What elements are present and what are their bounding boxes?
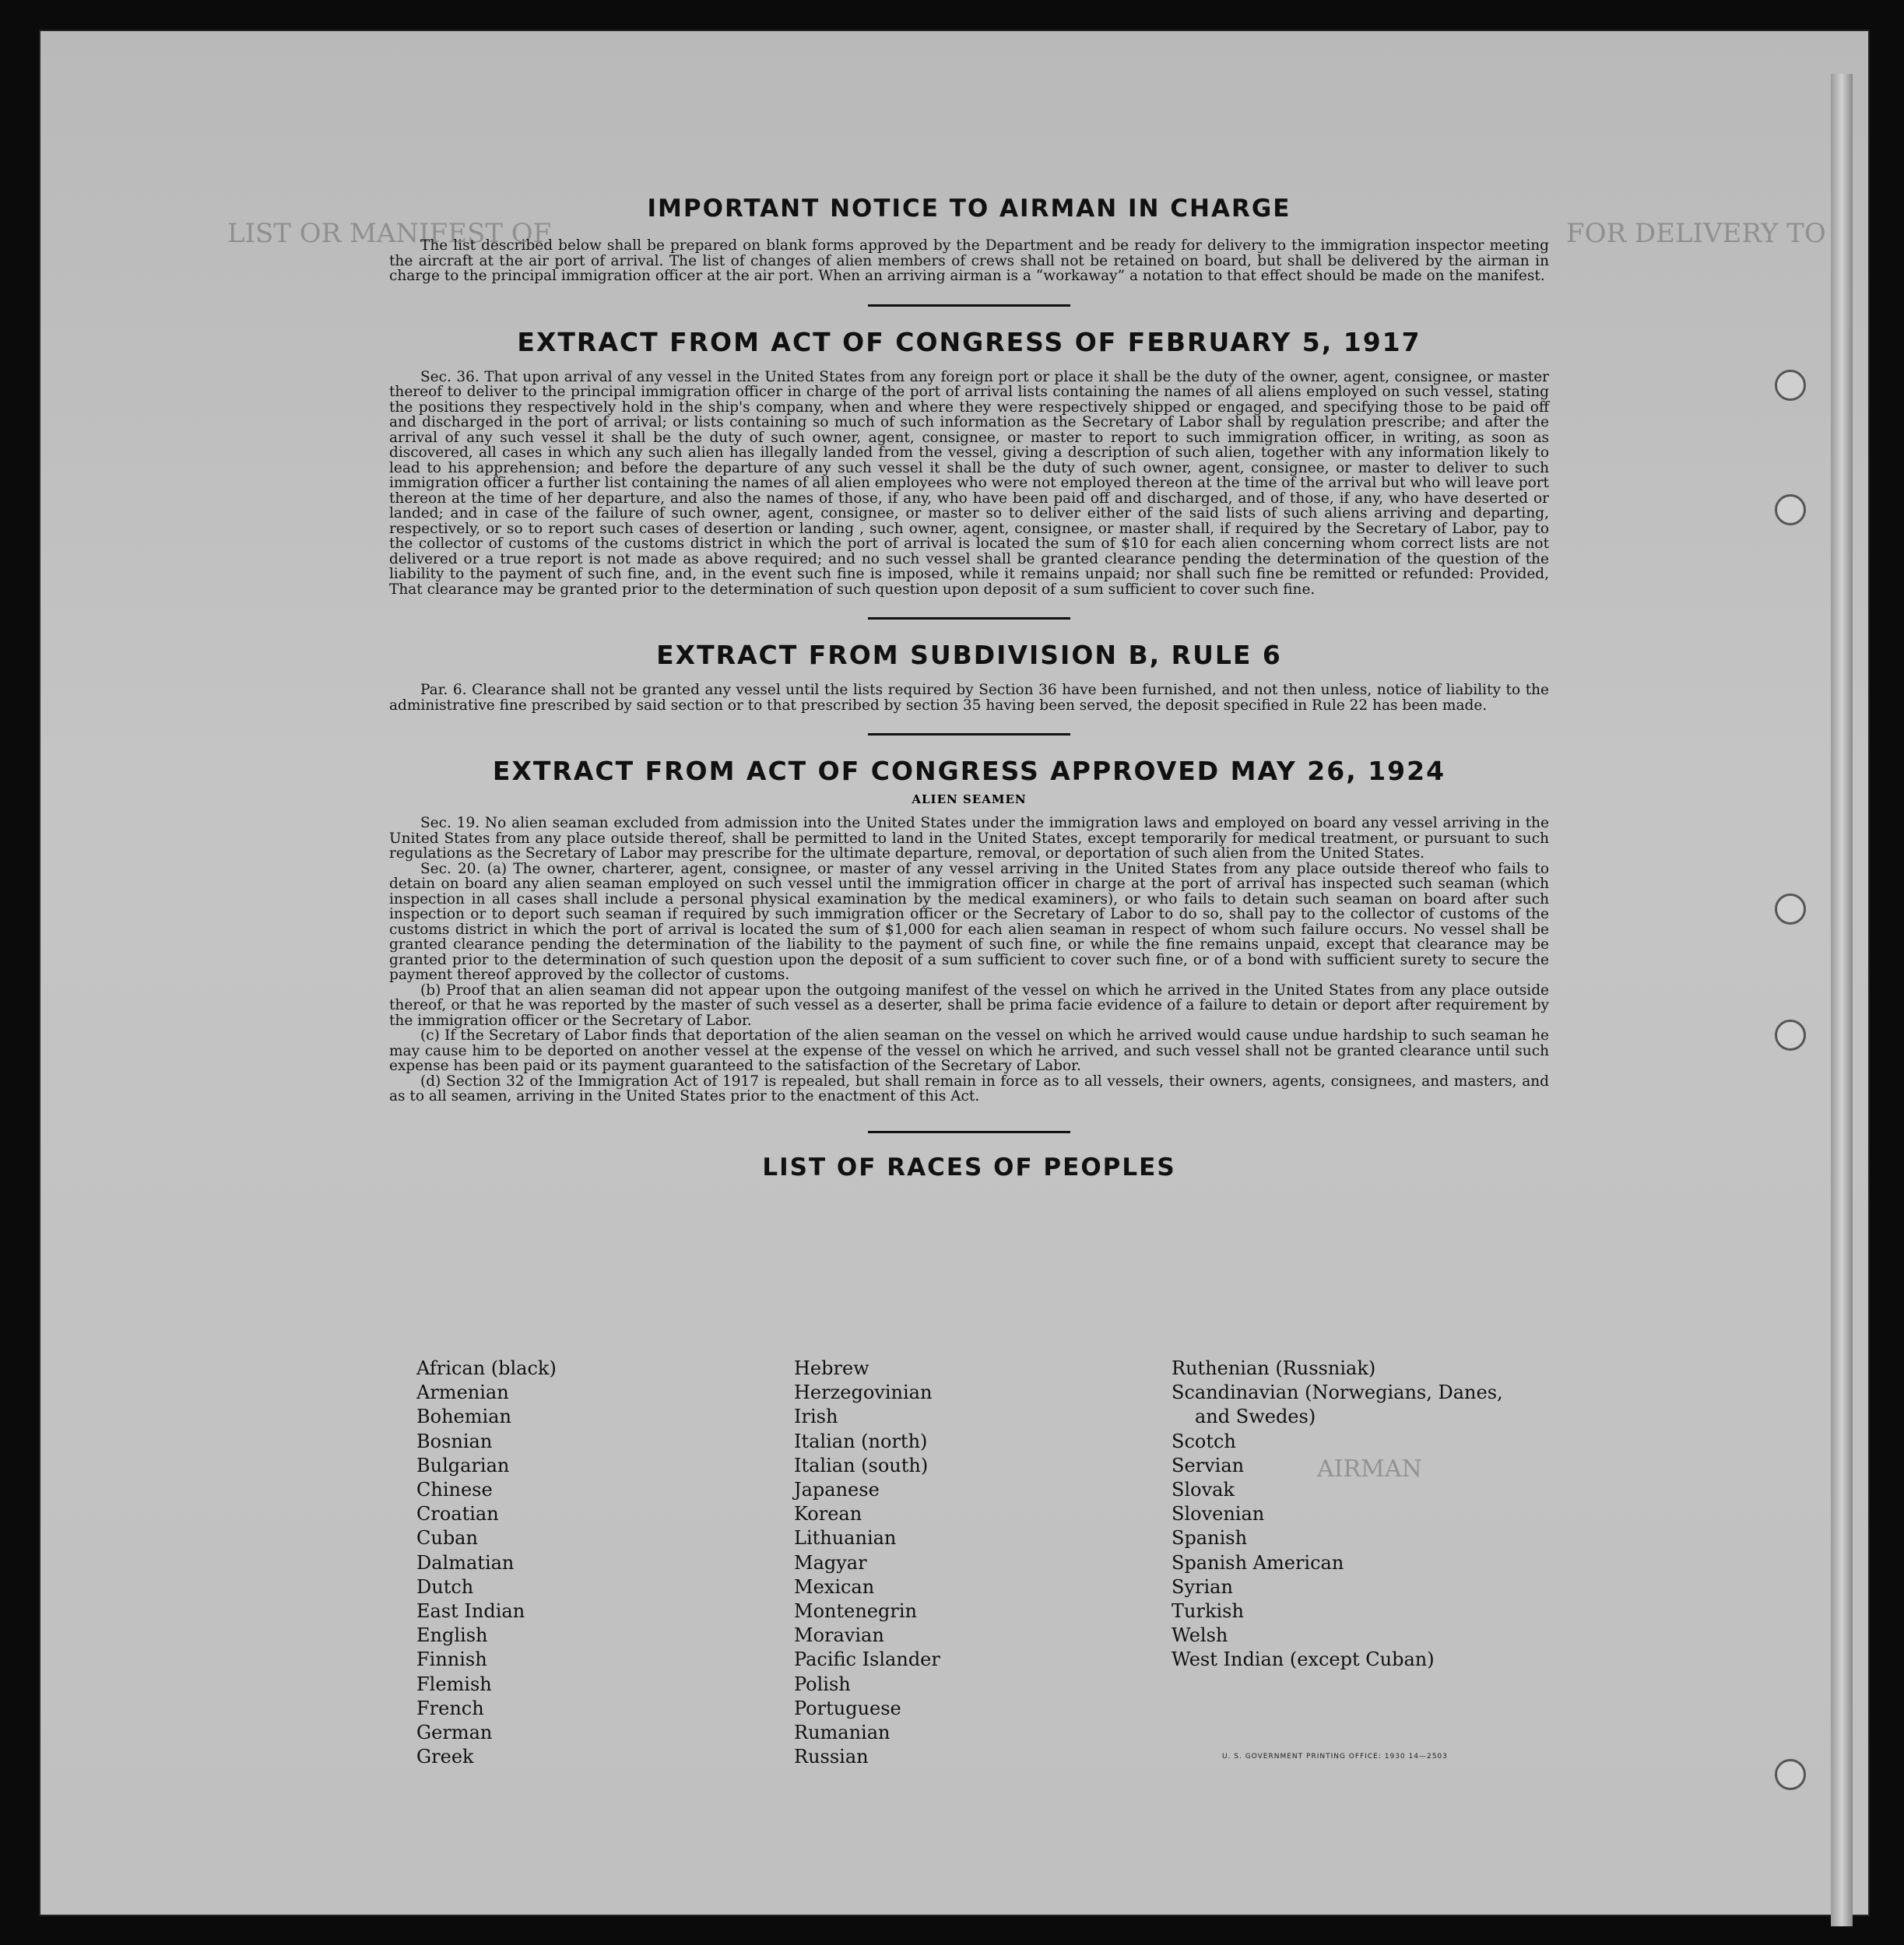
- document-body: [389, 195, 1549, 1202]
- race-item: Portuguese: [794, 1697, 901, 1719]
- act-1924-paragraph: (d) Section 32 of the Immigration Act of 1917 is repealed, but shall remain in force as to all vessels, their owners, agents, consignees, and masters, and as to all seamen, arriving in the United States prior to the enactment of this Act.: [389, 1073, 1549, 1104]
- race-item: Servian: [1172, 1454, 1245, 1476]
- race-item: Welsh: [1172, 1624, 1228, 1647]
- races-column-2: [794, 1357, 1172, 1769]
- divider: [868, 1131, 1070, 1133]
- page-edge: [1831, 74, 1853, 1926]
- punch-hole: [1775, 1020, 1806, 1051]
- race-item: Scandinavian (Norwegians, Danes,: [1172, 1382, 1503, 1404]
- notice-text: The list described below shall be prepared on blank forms approved by the Department and be ready for delivery to the immigration inspector meeting the aircraft at the air port of arrival. The list of changes of alien members of crews shall not be retained on board, but shall be delivered by the airman in charge to the principal immigration officer at the air port. When an arriving airman is a “workaway” a notation to that effect should be made on the manifest.: [389, 237, 1549, 284]
- punch-hole: [1775, 894, 1806, 925]
- race-item: Korean: [794, 1503, 862, 1525]
- act-1924-paragraph: (b) Proof that an alien seaman did not appear upon the outgoing manifest of the vessel on which he arrived in the United States from any place outside thereof, or that he was reported by the master of such vessel as a deserter, shall be prima facie evidence of a failure to detain or deport after requirement by the immigration officer or the Secretary of Labor.: [389, 981, 1549, 1029]
- race-item: Moravian: [794, 1624, 884, 1647]
- race-item: Greek: [416, 1746, 474, 1768]
- race-item: West Indian (except Cuban): [1172, 1648, 1435, 1671]
- race-item: Herzegovinian: [794, 1382, 933, 1404]
- notice-title: IMPORTANT NOTICE TO AIRMAN IN CHARGE: [647, 195, 1291, 223]
- act-1924-paragraph: Sec. 19. No alien seaman excluded from admission into the United States under the immigration laws and employed on board any vessel arriving in the United States from any place outside thereof, shall be permitted to land in the United States, except temporarily for medical treatment, or pursuant to such regulations as the Secretary of Labor may prescribe for the ultimate departure, removal, or deportation of such alien from the United States.: [389, 815, 1549, 862]
- race-item: Scotch: [1172, 1430, 1236, 1452]
- race-item: and Swedes): [1195, 1406, 1316, 1428]
- punch-hole: [1775, 494, 1806, 525]
- race-item: Spanish American: [1172, 1551, 1344, 1574]
- race-item: Bosnian: [416, 1430, 493, 1452]
- races-list: [416, 1357, 1553, 1769]
- race-item: African (black): [416, 1357, 557, 1379]
- race-item: Italian (south): [794, 1454, 929, 1476]
- race-item: Bohemian: [416, 1406, 511, 1428]
- printing-office-imprint: U. S. GOVERNMENT PRINTING OFFICE: 1930 14—2503: [1222, 1753, 1448, 1761]
- bleed-through-text: AIRMAN: [1317, 1455, 1422, 1483]
- race-item: Finnish: [416, 1648, 487, 1671]
- act-1917-title: EXTRACT FROM ACT OF CONGRESS OF FEBRUARY 5, 1917: [517, 326, 1421, 357]
- rule-6-text: Par. 6. Clearance shall not be granted any vessel until the lists required by Section 36 have been furnished, and not then unless, notice of liability to the administrative fine prescribed by said section or to that prescribed by section 35 having been served, the deposit specified in Rule 22 has been made.: [389, 682, 1549, 714]
- act-1917-text: Sec. 36. That upon arrival of any vessel in the United States from any foreign port or place it shall be the duty of the owner, agent, consignee, or master thereof to deliver to the principal immigration officer in charge of the port of arrival lists containing the names of all aliens employed on such vessel, stating the positions they respectively hold in the ship's company, when and where they were respectively shipped or engaged, and specifying those to be paid off and discharged in the port of arrival; or lists containing so much of such information as the Secretary of Labor shall by regulation prescribe; and after the arrival of any such vessel it shall be the duty of such owner, agent, consignee, or master to report to such immigration officer, in writing, as soon as discovered, all cases in which any such alien has illegally landed from the vessel, giving a description of such alien, together with any information likely to lead to his apprehension; and before the departure of any such vessel it shall be the duty of such owner, agent, consignee, or master to deliver to such immigration officer a further list containing the names of all alien employees who were not employed thereon at the time of the arrival but who will leave port thereon at the time of her departure, and also the names of those, if any, who have been paid off and discharged, and of those, if any, who have deserted or landed; and in case of the failure of such owner, agent, consignee, or master so to deliver either of the said lists of such aliens arriving and departing, respectively, or so to report such cases of desertion or landing , such owner, agent, consignee, or master shall, if required by the Secretary of Labor, pay to the collector of customs of the customs district in which the port of arrival is located the sum of $10 for each alien concerning whom correct lists are not delivered or a true report is not made as above required; and no such vessel shall be granted clearance pending the determination of the question of the liability to the payment of such fine, and, in the event such fine is imposed, while it remains unpaid; nor shall such fine be remitted or refunded: Provided, That clearance may be granted prior to the determination of such question upon deposit of a sum sufficient to cover such fine.: [389, 368, 1549, 598]
- race-item: Slovak: [1172, 1479, 1235, 1501]
- bleed-through-text: LIST OR MANIFEST OF: [227, 218, 552, 249]
- bleed-through-text: FOR DELIVERY TO: [1566, 218, 1826, 249]
- act-1924-title: EXTRACT FROM ACT OF CONGRESS APPROVED MAY 26, 1924: [492, 756, 1446, 786]
- race-item: Flemish: [416, 1673, 492, 1695]
- race-item: Syrian: [1172, 1575, 1233, 1598]
- races-column-3: [1172, 1357, 1553, 1769]
- race-item: Montenegrin: [794, 1600, 917, 1623]
- race-item: East Indian: [416, 1600, 525, 1623]
- race-item: Russian: [794, 1746, 869, 1768]
- race-item: Lithuanian: [794, 1527, 897, 1550]
- act-1924-paragraph: (c) If the Secretary of Labor finds that deportation of the alien seaman on the vessel on which he arrived would cause undue hardship to such seaman he may cause him to be deported on another vessel at the expense of the vessel on which he arrived, and such vessel shall not be granted clearance until such expense has been paid or its payment guaranteed to the satisfaction of the Secretary of Labor.: [389, 1027, 1549, 1074]
- divider: [868, 617, 1070, 620]
- race-item: Dutch: [416, 1575, 474, 1598]
- race-item: Chinese: [416, 1479, 493, 1501]
- race-item: Ruthenian (Russniak): [1172, 1357, 1376, 1379]
- race-item: Italian (north): [794, 1430, 928, 1452]
- act-1924-paragraph: Sec. 20. (a) The owner, charterer, agent, consignee, or master of any vessel arriving in the United States from any place outside thereof who fails to detain on board any alien seaman employed on such vessel until the immigration officer in charge at the port of arrival has inspected such seaman (which inspection in all cases shall include a personal physical examination by the medical examiners), or who fails to detain such seaman on board after such inspection or to deport such seaman if required by such immigration officer or the Secretary of Labor to do so, shall pay to the collector of customs of the customs district in which the port of arrival is located the sum of $1,000 for each alien seaman in respect of whom such failure occurs. No vessel shall be granted clearance pending the determination of the liability to the payment of such fine, or while the fine remains unpaid, except that clearance may be granted prior to the determination of such question upon the deposit of a sum sufficient to cover such fine, or of a bond with sufficient surety to secure the payment thereof approved by the collector of customs.: [389, 860, 1549, 983]
- rule-6-title: EXTRACT FROM SUBDIVISION B, RULE 6: [656, 640, 1282, 670]
- races-column-1: [416, 1357, 794, 1769]
- act-1924-subtitle: ALIEN SEAMEN: [912, 792, 1027, 806]
- race-item: Croatian: [416, 1503, 499, 1525]
- race-item: Mexican: [794, 1575, 875, 1598]
- race-item: Armenian: [416, 1382, 509, 1404]
- punch-hole: [1775, 1759, 1806, 1790]
- race-item: Polish: [794, 1673, 851, 1695]
- race-item: Japanese: [794, 1479, 880, 1501]
- race-item: Rumanian: [794, 1722, 891, 1744]
- race-item: Bulgarian: [416, 1454, 510, 1476]
- race-item: Magyar: [794, 1551, 867, 1574]
- race-item: Cuban: [416, 1527, 478, 1550]
- race-item: Slovenian: [1172, 1503, 1265, 1525]
- race-item: French: [416, 1697, 484, 1719]
- race-item: Dalmatian: [416, 1551, 515, 1574]
- race-item: German: [416, 1722, 493, 1744]
- race-item: Turkish: [1172, 1600, 1244, 1623]
- race-item: Hebrew: [794, 1357, 869, 1379]
- race-item: Spanish: [1172, 1527, 1248, 1550]
- race-item: Pacific Islander: [794, 1648, 940, 1671]
- divider: [868, 304, 1070, 307]
- divider: [868, 733, 1070, 736]
- punch-hole: [1775, 370, 1806, 401]
- race-item: English: [416, 1624, 488, 1647]
- races-title: LIST OF RACES OF PEOPLES: [762, 1153, 1176, 1181]
- race-item: Irish: [794, 1406, 838, 1428]
